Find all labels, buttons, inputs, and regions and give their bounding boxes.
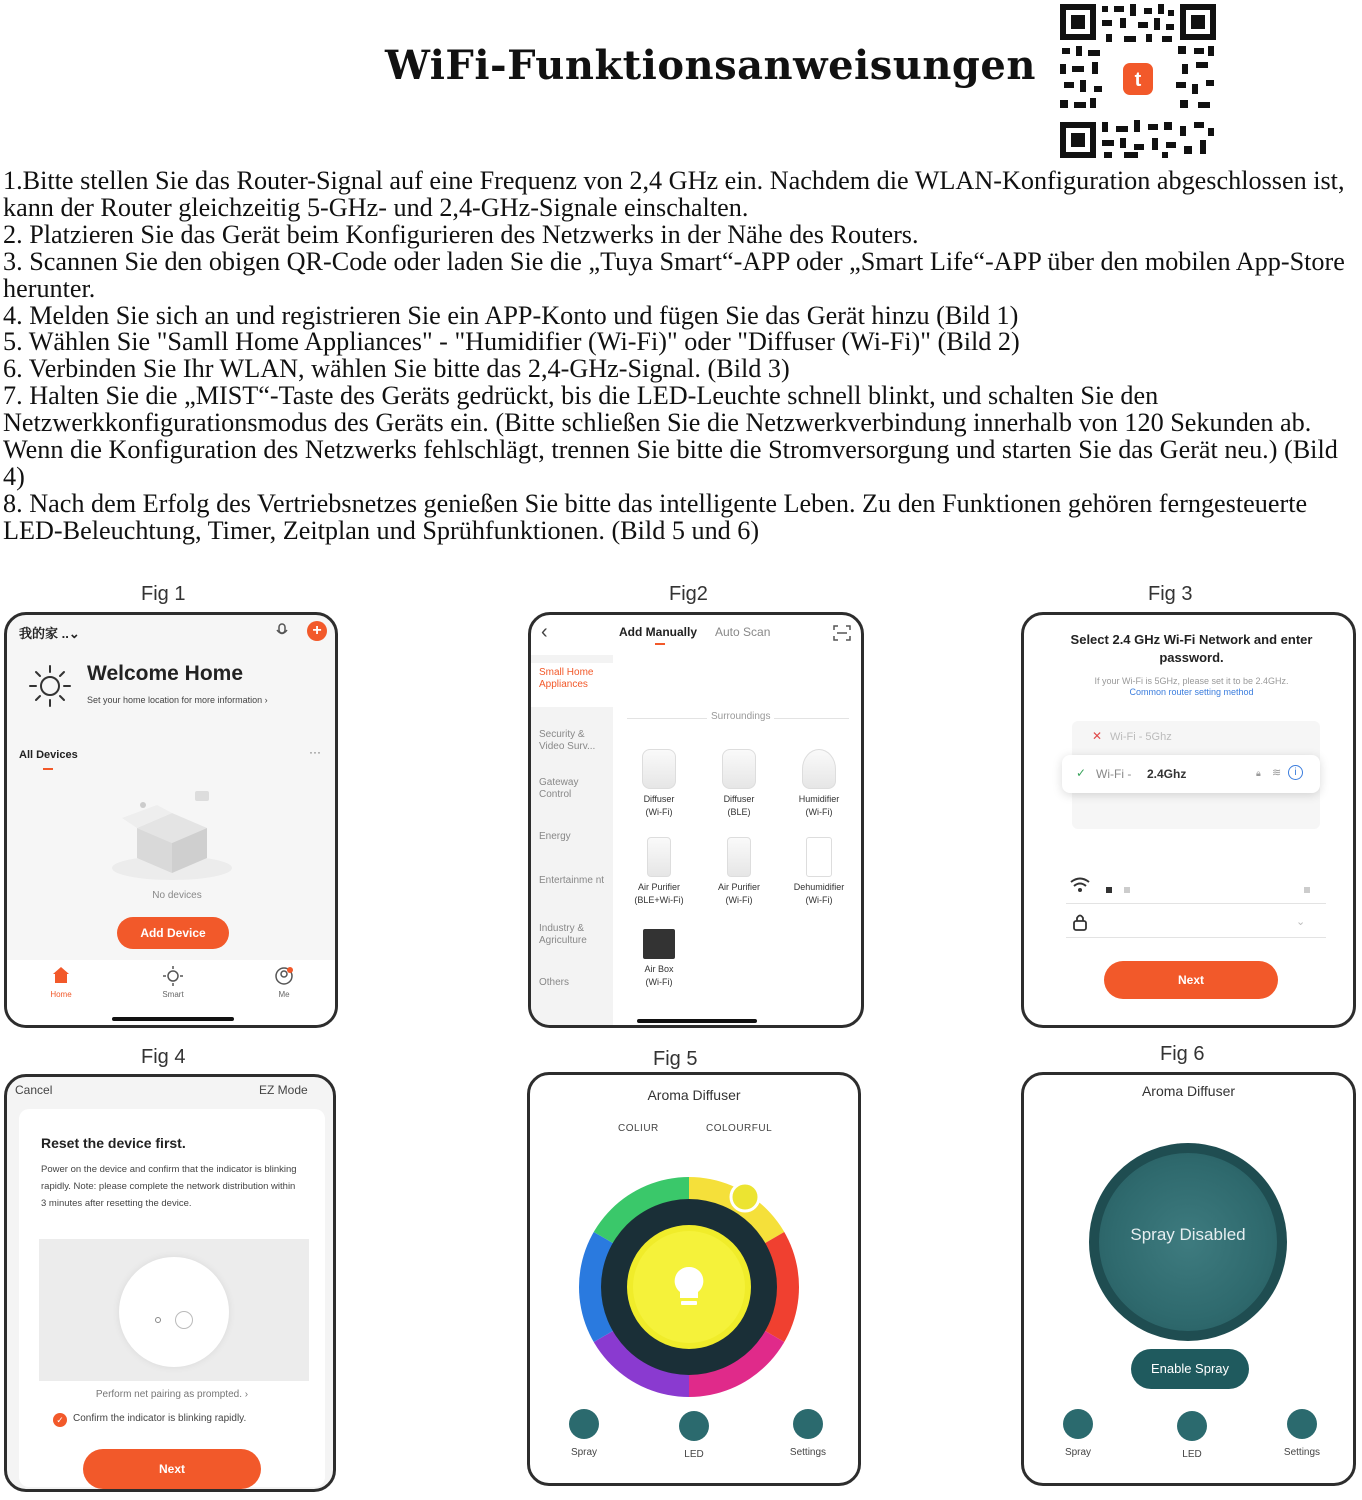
device-diffuser-ble[interactable]: Diffuser (BLE) [704, 749, 774, 819]
fig4-label: Fig 4 [141, 1046, 186, 1068]
home-location-link[interactable]: Set your home location for more information › [87, 695, 268, 705]
color-wheel[interactable] [577, 1175, 801, 1399]
smart-icon[interactable] [163, 966, 183, 986]
no-devices-text: No devices [152, 890, 202, 901]
reset-description: Power on the device and confirm that the indicator is blinking rapidly. Note: please complete the network distribution within 3 minutes after resetting the device. [41, 1164, 297, 1209]
device-air-box-wifi[interactable]: Air Box (Wi-Fi) [624, 929, 694, 989]
fig4-phone [4, 1074, 336, 1492]
device-humidifier-wifi[interactable]: Humidifier (Wi-Fi) [784, 749, 854, 819]
device-title: Aroma Diffuser [1141, 1083, 1236, 1099]
led-icon [1177, 1411, 1207, 1441]
scan-icon[interactable] [833, 625, 851, 641]
wifi-24g-option[interactable] [1062, 755, 1320, 793]
power-button-icon [175, 1311, 193, 1329]
ssid-field[interactable] [1106, 887, 1112, 893]
wifi-small-icon: ≋ [1272, 767, 1282, 779]
tab-indicator [43, 768, 53, 770]
diffuser-icon [722, 749, 756, 789]
add-icon[interactable]: + [307, 621, 327, 641]
device-air-purifier-wifi[interactable]: Air Purifier (Wi-Fi) [704, 837, 774, 907]
confirm-label: Confirm the indicator is blinking rapidly. [73, 1413, 247, 1424]
air-box-icon [643, 929, 675, 959]
humidifier-icon [802, 749, 836, 789]
pairing-prompt-link[interactable]: Perform net pairing as prompted. › [95, 1389, 249, 1400]
spray-icon [1063, 1409, 1093, 1439]
confirm-checkbox[interactable]: ✓ [53, 1413, 67, 1427]
settings-icon [1287, 1409, 1317, 1439]
device-title: Aroma Diffuser [647, 1087, 741, 1103]
next-button[interactable]: Next [83, 1449, 261, 1489]
wifi-select-heading: Select 2.4 GHz Wi-Fi Network and enter password. [1070, 632, 1313, 665]
lock-small-icon: 🔒︎ [1256, 768, 1261, 778]
category-small-home-appliances[interactable]: Small Home Appliances [531, 663, 613, 707]
sun-icon [27, 663, 73, 709]
instruction-6: 6. Verbinden Sie Ihr WLAN, wählen Sie bitte das 2,4-GHz-Signal. (Bild 3) [3, 354, 790, 384]
wifi-24g-prefix: Wi-Fi - [1096, 767, 1132, 781]
reset-heading: Reset the device first. [41, 1135, 186, 1151]
cross-icon: ✕ [1092, 729, 1103, 743]
device-shape [119, 1257, 229, 1367]
enable-spray-button[interactable]: Enable Spray [1131, 1349, 1249, 1389]
ssid-dot [1124, 887, 1130, 893]
spray-status: Spray Disabled [1130, 1225, 1246, 1244]
router-setting-link[interactable]: Common router setting method [1129, 687, 1254, 697]
nav-led[interactable]: LED [1162, 1411, 1222, 1460]
fig6-label: Fig 6 [1160, 1043, 1205, 1065]
next-button[interactable]: Next [1104, 961, 1278, 999]
divider [1066, 937, 1326, 938]
fig2-label: Fig2 [669, 583, 708, 605]
category-gateway[interactable]: Gateway Control [539, 777, 579, 800]
add-device-button[interactable]: Add Device [117, 917, 229, 949]
category-sidebar [531, 655, 613, 1028]
home-selector[interactable]: 我的家 ..⌄ [19, 626, 80, 641]
home-indicator [637, 1019, 757, 1023]
instruction-7: 7. Halten Sie die „MIST“-Taste des Geräts gedrückt, bis die LED-Leuchte schnell blinkt, und schalten Sie den Netzwerkkonfigurationsmodus des Geräts ein. (Bitte schließen Sie die Netzwerkverbindung innerhalb von 120 Sekunden ab. Wenn die Konfiguration des Netzwerks fehlschlägt, trennen Sie bitte die Stromversorgung und starten Sie das Gerät neu.) (Bild 4) [3, 381, 1338, 491]
instructions [3, 168, 1361, 545]
bottom-nav [7, 960, 335, 1025]
fig5-label: Fig 5 [653, 1048, 698, 1070]
spray-icon [569, 1409, 599, 1439]
wifi-24g-label: 2.4Ghz [1147, 767, 1187, 781]
instruction-5: 5. Wählen Sie "Samll Home Appliances" - "Humidifier (Wi-Fi)" oder "Diffuser (Wi-Fi)" (Bild 2) [3, 327, 1020, 357]
device-illustration [39, 1239, 309, 1381]
fig1-phone [4, 612, 338, 1028]
nav-home-label: Home [50, 990, 72, 999]
ez-mode-switch[interactable]: EZ Mode [259, 1083, 308, 1097]
wifi-icon [1070, 877, 1090, 893]
wifi-hint: If your Wi-Fi is 5GHz, please set it to be 2.4GHz. [1094, 676, 1289, 686]
ssid-switch-icon[interactable] [1304, 887, 1310, 893]
nav-led[interactable]: LED [664, 1411, 724, 1460]
wifi-5g-option[interactable]: Wi-Fi - 5Ghz [1110, 731, 1172, 743]
led-icon [679, 1411, 709, 1441]
category-security[interactable]: Security & Video Surv... [539, 729, 596, 752]
fig3-label: Fig 3 [1148, 583, 1193, 605]
instruction-3: 3. Scannen Sie den obigen QR-Code oder laden Sie die „Tuya Smart“-APP oder „Smart Life“-APP über den mobilen App-Store herunter. [3, 246, 1345, 303]
eye-icon[interactable]: ⌄ [1296, 916, 1306, 928]
fig1-label: Fig 1 [141, 583, 186, 605]
category-energy[interactable]: Energy [539, 831, 571, 842]
home-indicator [112, 1017, 234, 1021]
password-input[interactable] [1108, 913, 1288, 931]
device-dehumidifier-wifi[interactable]: Dehumidifier (Wi-Fi) [784, 837, 854, 907]
instruction-8: 8. Nach dem Erfolg des Vertriebsnetzes genießen Sie bitte das intelligente Leben. Zu den Funktionen gehören ferngesteuerte LED-Beleuchtung, Timer, Zeitplan und Sprühfunktionen. (Bild 5 und 6) [3, 488, 1308, 545]
check-icon: ✓ [1076, 766, 1087, 780]
fig5-phone [527, 1072, 861, 1486]
nav-spray[interactable]: Spray [1048, 1409, 1108, 1458]
category-others[interactable]: Others [539, 977, 570, 988]
nav-spray[interactable]: Spray [554, 1409, 614, 1458]
more-icon[interactable]: ··· [309, 745, 321, 759]
category-industry[interactable]: Industry & Agriculture [539, 923, 587, 946]
tab-indicator [655, 643, 665, 645]
fig6-phone [1021, 1072, 1356, 1486]
device-diffuser-wifi[interactable]: Diffuser (Wi-Fi) [624, 749, 694, 819]
fig2-phone [528, 612, 864, 1028]
empty-box-illustration [107, 783, 237, 883]
dehumidifier-icon [806, 837, 832, 877]
svg-text:t: t [1134, 69, 1142, 91]
air-purifier-icon [647, 837, 671, 877]
nav-settings[interactable]: Settings [1272, 1409, 1332, 1458]
welcome-heading: Welcome Home [87, 662, 243, 685]
indicator-light-icon [155, 1317, 161, 1323]
lock-icon [1072, 913, 1088, 931]
cancel-button[interactable]: Cancel [15, 1083, 53, 1097]
settings-icon [793, 1409, 823, 1439]
instruction-1: 1.Bitte stellen Sie das Router-Signal auf eine Frequenz von 2,4 GHz ein. Nachdem die WLAN-Konfiguration abgeschlossen ist, kann der Router gleichzeitig 5-GHz- und 2,4-GHz-Signale einschalten. [3, 166, 1345, 222]
air-purifier-icon [727, 837, 751, 877]
nav-smart-label: Smart [162, 990, 184, 999]
tab-auto-scan[interactable]: Auto Scan [715, 625, 771, 639]
device-air-purifier-ble-wifi[interactable]: Air Purifier (BLE+Wi-Fi) [624, 837, 694, 907]
page-title: WiFi-Funktionsanweisungen [385, 42, 1036, 89]
fig3-phone [1021, 612, 1356, 1028]
me-icon[interactable] [274, 966, 294, 986]
instruction-2: 2. Platzieren Sie das Gerät beim Konfigurieren des Netzwerks in der Nähe des Routers. [3, 219, 919, 249]
surroundings-label: Surroundings [707, 711, 774, 722]
nav-settings[interactable]: Settings [778, 1409, 838, 1458]
qr-code [1058, 2, 1218, 160]
category-entertainment[interactable]: Entertainme nt [539, 875, 605, 886]
tab-add-manually[interactable]: Add Manually [619, 625, 698, 639]
instruction-4: 4. Melden Sie sich an und registrieren Sie ein APP-Konto und fügen Sie das Gerät hinzu (Bild 1) [3, 300, 1019, 330]
home-icon[interactable] [52, 966, 70, 984]
colour-mode-tab[interactable]: COLIUR [618, 1123, 659, 1134]
all-devices-tab[interactable]: All Devices [19, 749, 78, 761]
divider [1066, 903, 1326, 904]
mic-icon[interactable] [275, 623, 289, 639]
colourful-mode-tab[interactable]: COLOURFUL [706, 1123, 773, 1134]
info-icon[interactable]: i [1288, 765, 1303, 780]
back-icon[interactable]: ‹ [541, 621, 548, 643]
nav-me-label: Me [278, 990, 290, 999]
diffuser-icon [642, 749, 676, 789]
